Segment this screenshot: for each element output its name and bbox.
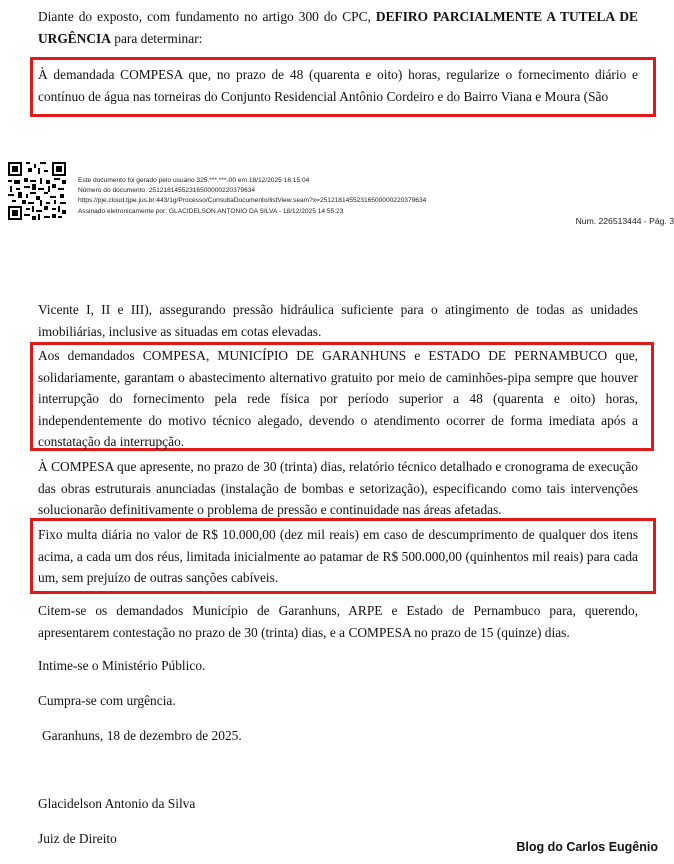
- item1-part2: Vicente I, II e III), assegurando pressão hidráulica suficiente para o atingimento de todas as unidades imobiliárias, inclusive as situadas em cotas elevadas.: [38, 302, 638, 339]
- intro-paragraph: [38, 6, 638, 49]
- item3-paragraph: À COMPESA que apresente, no prazo de 30 (trinta) dias, relatório técnico detalhado e cronograma de execução das obras estruturais anunciadas (instalação de bombas e setorização), especificando como tais intervenções solucionarão definitivamente o problema de pressão e continuidade nas áreas afetadas.: [38, 459, 638, 517]
- intro-bold: DEFIRO PARCIALMENTE A TUTELA DE URGÊNCIA: [38, 9, 638, 46]
- intime-line: Intime-se o Ministério Público.: [38, 658, 206, 673]
- doc-number-line: Número do documento: 25121814552316500000220379634: [78, 187, 256, 195]
- signature-line: Assinado eletronicamente por: GLACIDELSON ANTONIO DA SILVA - 18/12/2025 14:55:23: [78, 207, 344, 215]
- item2-paragraph: Aos demandados COMPESA, MUNICÍPIO DE GARANHUNS e ESTADO DE PERNAMBUCO que, solidariamente, garantam o abastecimento alternativo gratuito por meio de caminhões-pipa sempre que houver interrupção do fornecimento pela rede física por período superior a 48 (quarenta e oito) horas, independentemente do motivo técnico alegado, devendo o atendimento ocorrer de forma imediata após a constatação da interrupção.: [38, 348, 638, 449]
- page-footer: [0, 158, 674, 228]
- generated-by-line: Este documento foi gerado pelo usuário 325.***.***-00 em 18/12/2025 16:15:04: [78, 177, 310, 184]
- date-line: Garanhuns, 18 de dezembro de 2025.: [42, 728, 242, 743]
- page-number: Num. 226513444 - Pág. 3: [575, 216, 674, 226]
- cumpra-line: Cumpra-se com urgência.: [38, 693, 176, 708]
- fine-paragraph: Fixo multa diária no valor de R$ 10.000,00 (dez mil reais) em caso de descumprimento de qualquer dos itens acima, a cada um dos réus, limitada inicialmente ao patamar de R$ 500.000,00 (quinhentos mil reais) para cada um, sem prejuízo de outras sanções cabíveis.: [38, 527, 638, 585]
- item1-part1: À demandada COMPESA que, no prazo de 48 (quarenta e oito) horas, regularize o fornecimento diário e contínuo de água nas torneiras do Conjunto Residencial Antônio Cordeiro e do Bairro Viana e Moura (São: [38, 67, 638, 104]
- citation-paragraph: Citem-se os demandados Município de Garanhuns, ARPE e Estado de Pernambuco para, querendo, apresentarem contestação no prazo de 30 (trinta) dias, e a COMPESA no prazo de 15 (quinze) dias.: [38, 603, 638, 640]
- footer-metadata: [78, 176, 426, 217]
- judge-name: Glacidelson Antonio da Silva: [38, 796, 196, 811]
- document-url-link[interactable]: https://pje.cloud.tjpe.jus.br:443/1g/Processo/ConsultaDocumento/listView.seam?x=25121814552316500000220379634: [78, 197, 427, 205]
- intro-lead: Diante do exposto, com fundamento no artigo 300 do CPC,: [38, 9, 376, 24]
- judge-title: Juiz de Direito: [38, 831, 117, 846]
- qr-code-icon: [8, 162, 66, 220]
- intro-tail: para determinar:: [110, 30, 203, 46]
- blog-watermark: Blog do Carlos Eugênio: [516, 840, 658, 854]
